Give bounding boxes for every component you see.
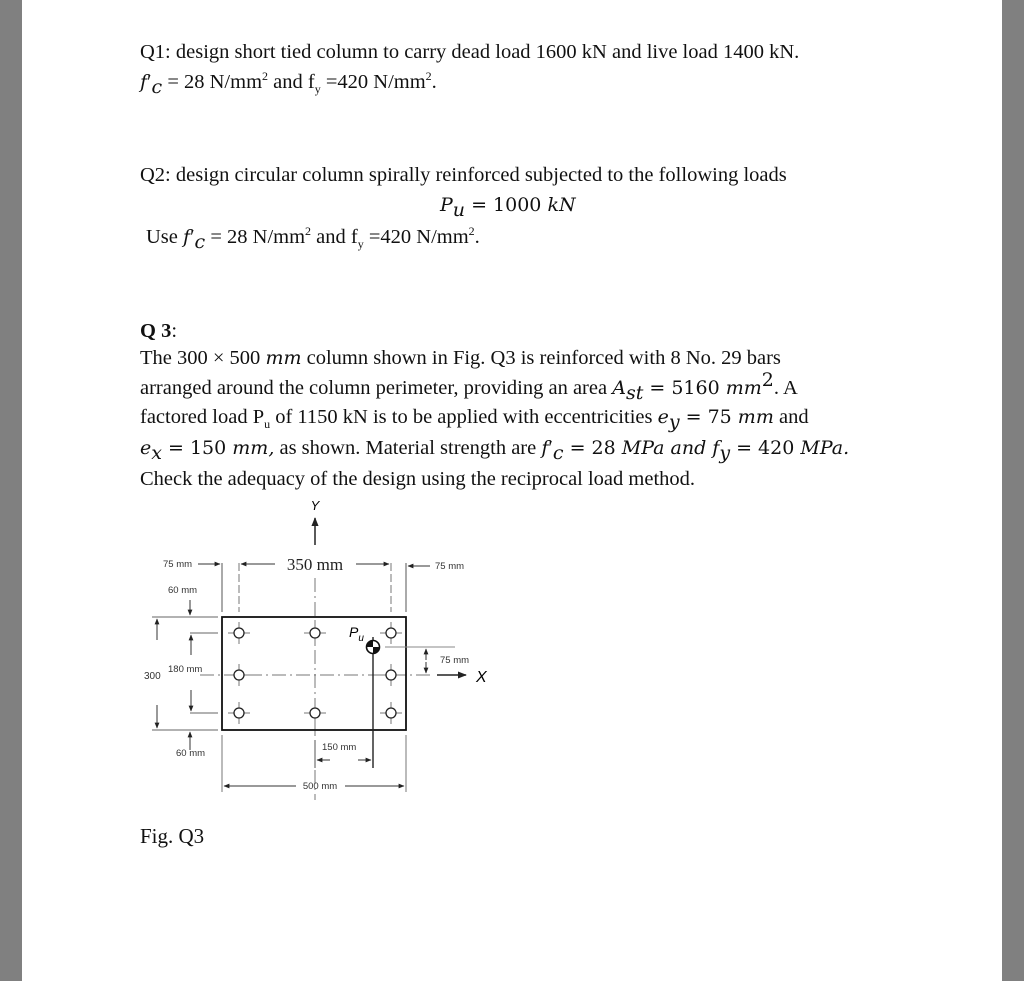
ast-sq: 2 bbox=[761, 369, 774, 392]
fy-value: =420 N/mm bbox=[363, 226, 469, 248]
pu-label-sub: u bbox=[358, 633, 364, 644]
pu-sub: u bbox=[264, 417, 271, 432]
q1-end: . bbox=[431, 71, 437, 93]
fc-symbol: f bbox=[183, 226, 191, 248]
q3-l3-b: of 1150 kN is to be applied with eccentricities bbox=[270, 406, 658, 428]
q3-l3-a: factored load P bbox=[140, 406, 265, 428]
ex-unit: mm, bbox=[232, 437, 275, 459]
fc-prime: ′ bbox=[190, 226, 195, 248]
ey-sub: y bbox=[668, 411, 680, 434]
ex-symbol: e bbox=[140, 437, 152, 459]
ey-symbol: e bbox=[657, 406, 669, 428]
fy-value: =420 N/mm bbox=[320, 71, 426, 93]
dim-top-left: 75 mm bbox=[163, 559, 193, 570]
q2-end: . bbox=[474, 226, 480, 248]
q2-line1: Q2: design circular column spirally reinforced subjected to the following loads bbox=[140, 164, 787, 186]
fy-unit: MPa. bbox=[800, 437, 850, 459]
q3-l1-b: column shown in Fig. Q3 is reinforced with 8 No. 29 bars bbox=[301, 347, 781, 369]
q3-line1 bbox=[140, 348, 781, 369]
and-fy: and f bbox=[268, 71, 315, 93]
dim-left-total: 300 bbox=[144, 671, 161, 682]
fc-value: = 28 N/mm bbox=[162, 71, 263, 93]
ast-symbol: A bbox=[612, 377, 626, 399]
ex-value: = 150 bbox=[161, 437, 233, 459]
q1-line2 bbox=[140, 69, 437, 99]
dim-left-mid: 180 mm bbox=[168, 664, 203, 675]
fc-symbol: f bbox=[140, 71, 148, 93]
ast-unit: mm bbox=[725, 377, 762, 399]
fc-value: = 28 bbox=[563, 437, 622, 459]
fc-sq: 2 bbox=[305, 224, 312, 239]
pu-sub: u bbox=[452, 199, 466, 222]
pu-value: = 1000 bbox=[465, 194, 548, 216]
pu-unit: kN bbox=[547, 194, 576, 216]
fy-sq: 2 bbox=[425, 69, 432, 84]
x-axis-label: X bbox=[476, 669, 487, 686]
q3-line5: Check the adequacy of the design using the reciprocal load method. bbox=[140, 468, 696, 490]
dim-left-top: 60 mm bbox=[168, 585, 198, 596]
fy-sub: y bbox=[314, 82, 321, 97]
dim-ex: 150 mm bbox=[322, 742, 357, 753]
fc-symbol: f bbox=[541, 437, 549, 459]
q3-heading-text: Q 3 bbox=[140, 320, 172, 342]
fy-value: = 420 bbox=[730, 437, 801, 459]
ey-unit: mm bbox=[737, 406, 774, 428]
dim-top-right: 75 mm bbox=[435, 561, 465, 572]
q3-l1-a: The 300 × 500 bbox=[140, 347, 266, 369]
dim-ey: 75 mm bbox=[440, 655, 470, 666]
q3-l2-end: . A bbox=[773, 377, 798, 399]
fc-value: = 28 N/mm bbox=[205, 226, 306, 248]
and-fy: and f bbox=[311, 226, 358, 248]
ast-value: = 5160 bbox=[643, 377, 726, 399]
fc-sq: 2 bbox=[262, 69, 269, 84]
ey-value: = 75 bbox=[679, 406, 738, 428]
fy-sq: 2 bbox=[468, 224, 475, 239]
dim-top-mid: 350 mm bbox=[286, 555, 344, 574]
q1-line1: Q1: design short tied column to carry dead load 1600 kN and live load 1400 kN. bbox=[140, 41, 800, 63]
q3-line4 bbox=[140, 437, 850, 465]
q3-l4-b: as shown. Material strength are bbox=[274, 437, 542, 459]
pu-label-symbol: P bbox=[349, 624, 359, 640]
fc-unit: MPa and f bbox=[621, 437, 720, 459]
fc-prime: ′ bbox=[147, 71, 152, 93]
fc-sub: c bbox=[151, 76, 163, 99]
fc-sub: c bbox=[552, 442, 564, 465]
q3-l1-mm: mm bbox=[265, 347, 302, 369]
ast-sub: st bbox=[625, 382, 644, 405]
dim-left-bottom: 60 mm bbox=[176, 748, 206, 759]
q2-pu-line bbox=[440, 194, 576, 222]
q3-heading bbox=[140, 321, 177, 342]
dim-bottom-total: 500 mm bbox=[302, 781, 338, 792]
fy-sub: y bbox=[357, 237, 364, 252]
fc-sub: c bbox=[194, 231, 206, 254]
fy-sub: y bbox=[719, 442, 731, 465]
q3-line3 bbox=[140, 406, 809, 434]
fc-prime: ′ bbox=[548, 437, 553, 459]
figure-caption: Fig. Q3 bbox=[140, 824, 205, 848]
q2-line3 bbox=[146, 224, 480, 254]
q3-line2 bbox=[140, 369, 798, 405]
q3-l3-end: and bbox=[773, 406, 809, 428]
ex-sub: x bbox=[151, 442, 162, 465]
q3-l2-a: arranged around the column perimeter, providing an area bbox=[140, 377, 613, 399]
pu-symbol: P bbox=[440, 194, 453, 216]
q3-heading-colon: : bbox=[171, 320, 178, 342]
use-label: Use bbox=[146, 226, 184, 248]
y-axis-label: Y bbox=[310, 498, 320, 513]
